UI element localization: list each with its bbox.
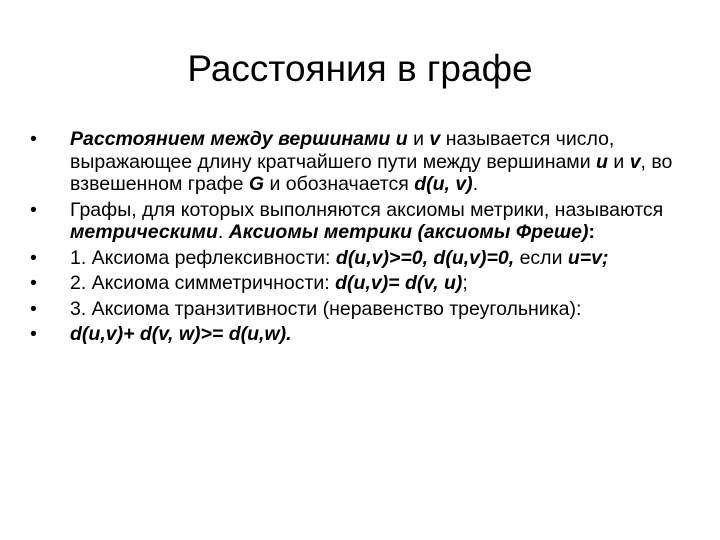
bullet-text-run: d(u, v) bbox=[414, 173, 473, 195]
bullet-dot: • bbox=[30, 323, 37, 345]
bullet-text-run: u bbox=[596, 150, 608, 173]
bullet-text-run: G bbox=[248, 173, 265, 195]
bullet-item bbox=[30, 199, 700, 244]
bullet-text-run: и bbox=[607, 150, 630, 173]
bullet-text-run: ; bbox=[462, 272, 468, 294]
bullet-text-run: d(u,v)+ d(v, w)>= d(u,w). bbox=[70, 323, 292, 345]
bullet-text-run: u=v; bbox=[567, 246, 609, 269]
bullet-text-run: . bbox=[472, 173, 479, 195]
bullet-text-run: Графы, для которых выполняются аксиомы метрики, называются bbox=[70, 198, 664, 221]
bullet-text-run: 3. Аксиома транзитивности (неравенство треугольника): bbox=[70, 297, 582, 320]
bullet-text-run: v bbox=[629, 150, 641, 173]
bullet-text-run: d(u,v)>=0, d(u,v)=0, bbox=[335, 246, 515, 269]
bullet-text-run: 2. Аксиома симметричности: bbox=[70, 272, 336, 294]
bullet-dot: • bbox=[30, 128, 37, 150]
bullet-text-run: если bbox=[514, 246, 568, 269]
bullet-text-run: называется число, выражающее длину кратчайшего пути между вершинами bbox=[70, 128, 615, 173]
bullet-text-run: 1. Аксиома рефлексивности: bbox=[70, 246, 336, 269]
bullet-dot: • bbox=[30, 246, 37, 269]
bullet-item bbox=[30, 247, 700, 270]
bullet-text-run: d(u,v)= d(v, u) bbox=[335, 272, 463, 294]
bullet-dot: • bbox=[30, 272, 37, 294]
bullet-text-run: и bbox=[407, 128, 430, 150]
bullet-text-run: v bbox=[429, 128, 441, 150]
bullet-item bbox=[30, 128, 700, 196]
bullet-dot: • bbox=[30, 198, 37, 221]
bullet-text-run: и обозначается bbox=[264, 173, 415, 195]
bullet-text-run: . bbox=[217, 221, 229, 243]
bullet-list bbox=[30, 128, 700, 349]
bullet-item bbox=[30, 323, 700, 346]
bullet-text-run: метрическими bbox=[70, 221, 218, 243]
bullet-item bbox=[30, 298, 700, 321]
bullet-text-run: : bbox=[588, 221, 596, 243]
bullet-item bbox=[30, 272, 700, 295]
bullet-text-run: , во взвешенном графе bbox=[70, 150, 673, 195]
bullet-text-run: Расстоянием между вершинами bbox=[70, 128, 396, 150]
bullet-text-run: Аксиомы метрики (аксиомы Фреше) bbox=[228, 221, 589, 243]
bullet-dot: • bbox=[30, 297, 37, 320]
bullet-text-run: u bbox=[395, 128, 408, 150]
slide-title: Расстояния в графе bbox=[187, 48, 533, 89]
